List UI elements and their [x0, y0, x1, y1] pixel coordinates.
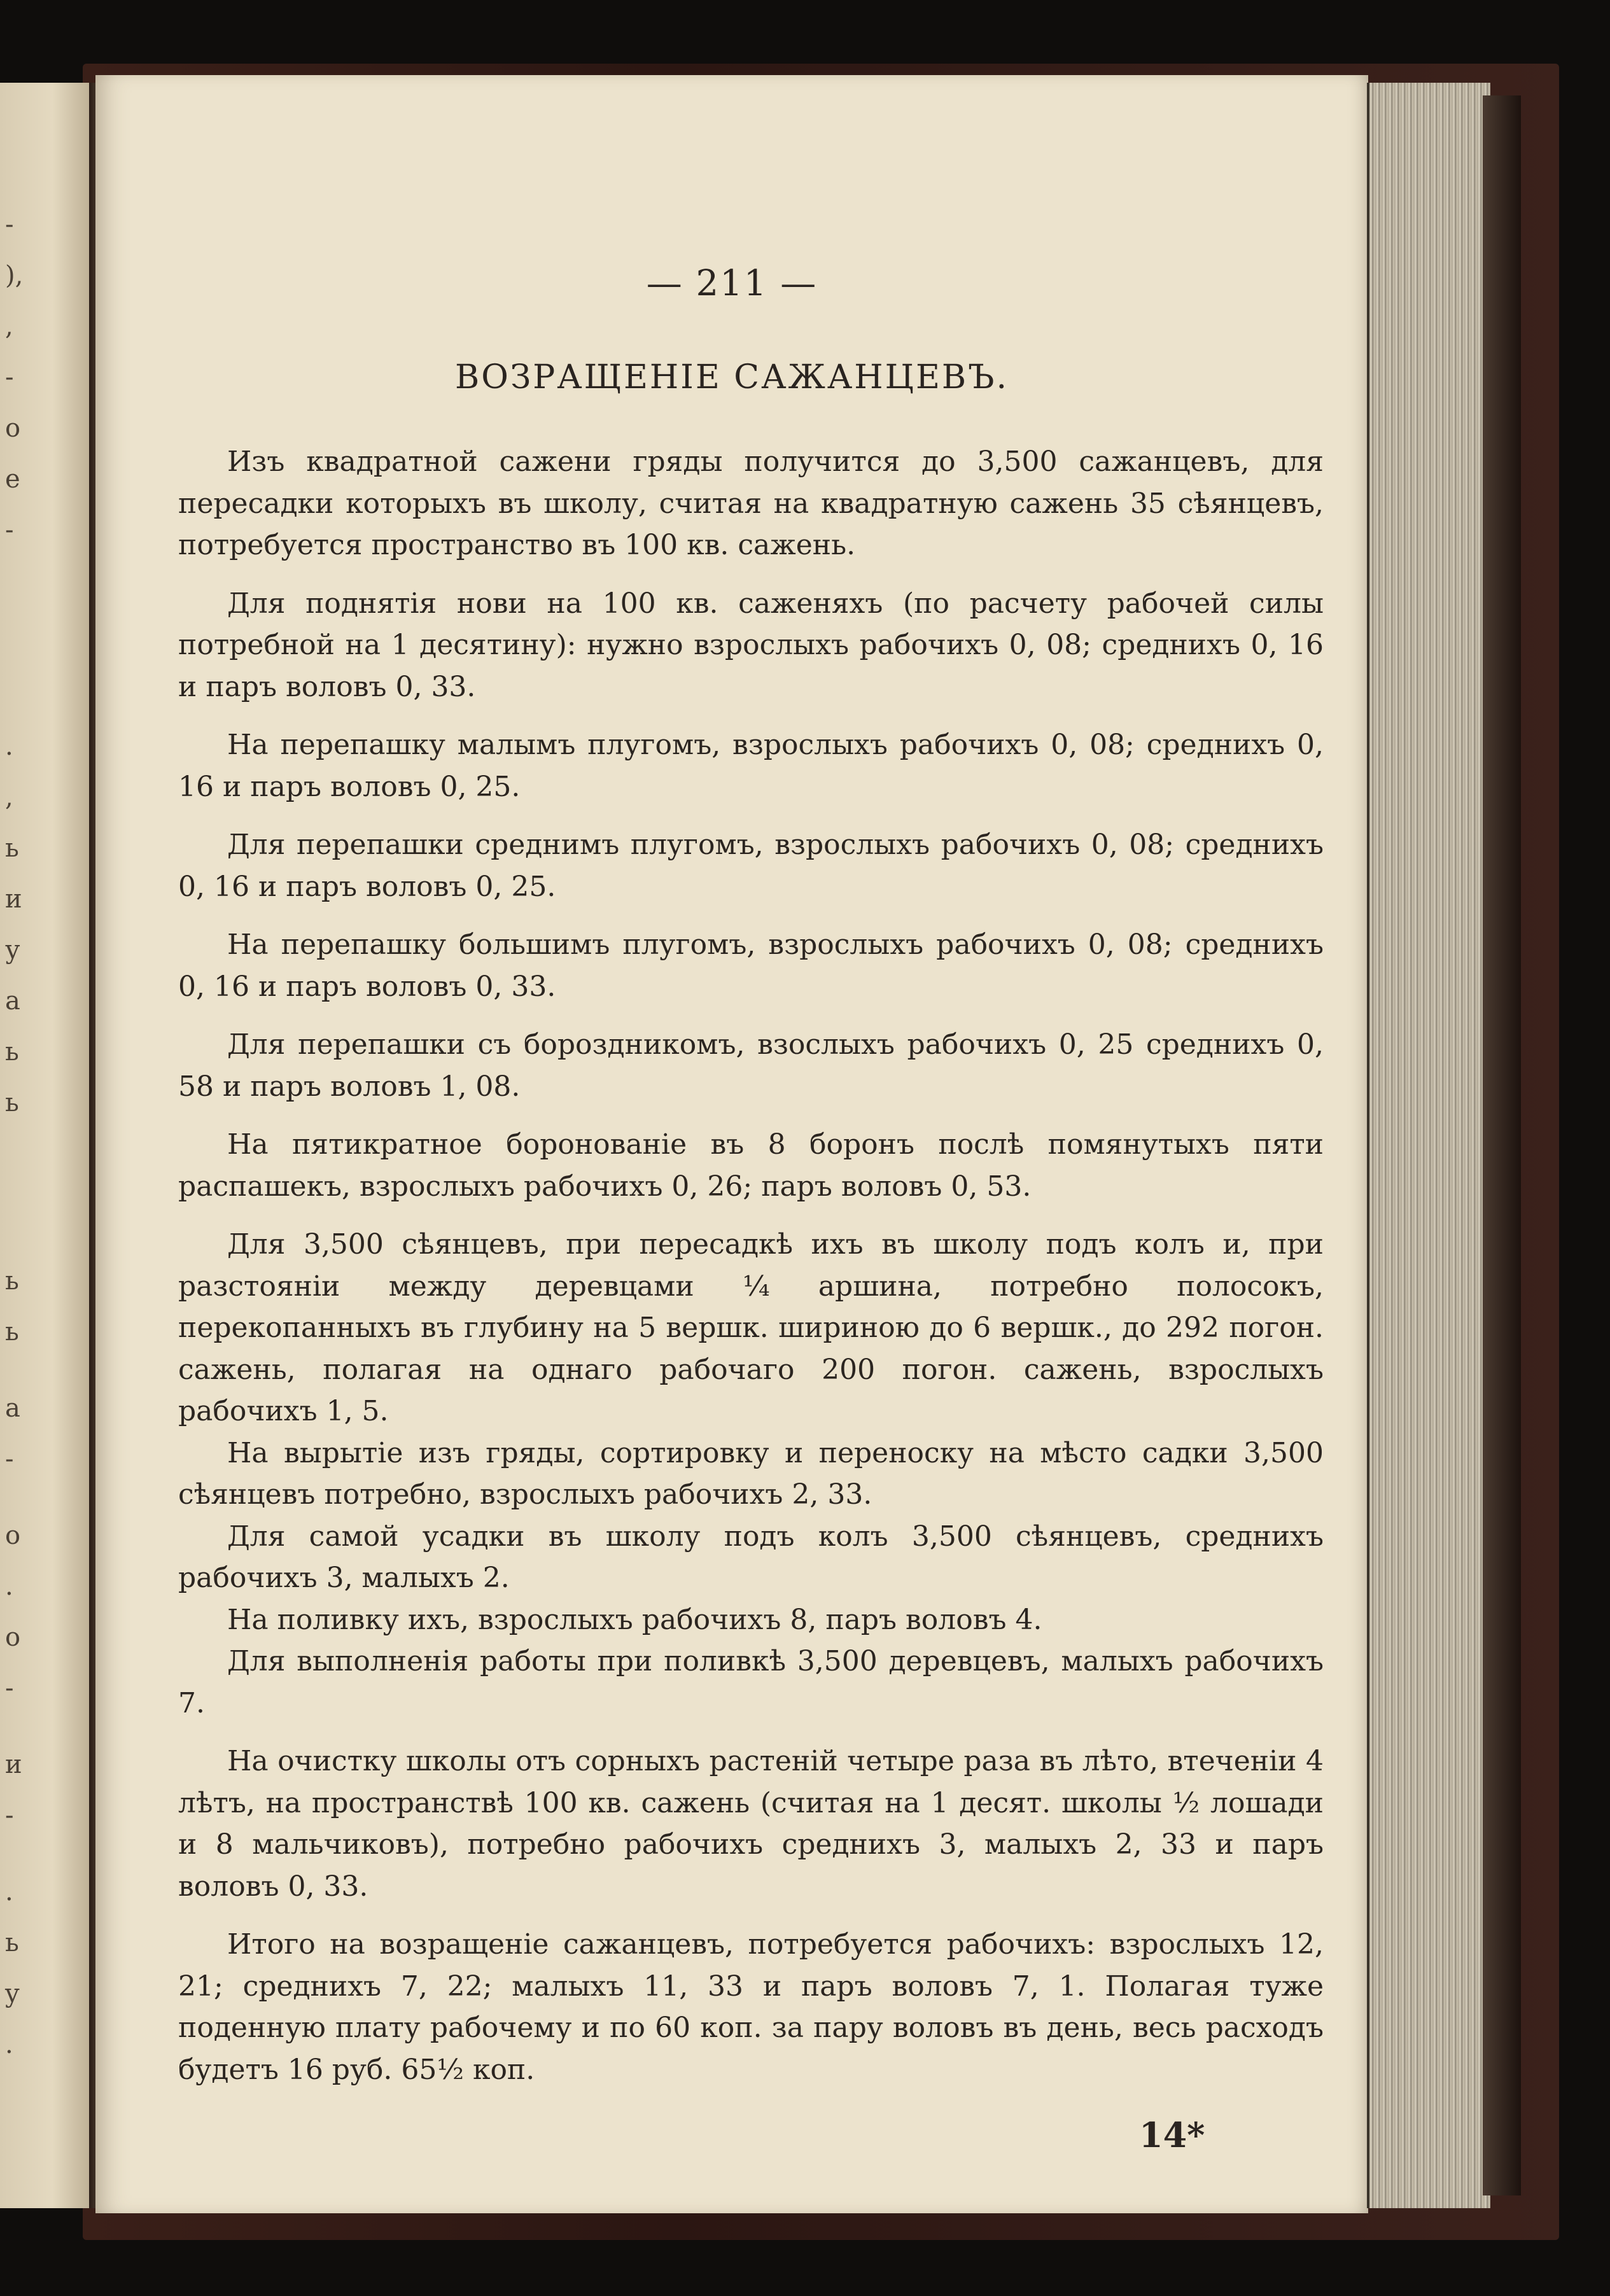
previous-page-fragment: , — [5, 783, 13, 812]
paragraph: На пятикратное боронованіе въ 8 боронъ послѣ помянутыхъ пяти распашекъ, взрослыхъ рабочихъ 0, 26; паръ воловъ 0, 53. — [178, 1128, 1324, 1203]
paragraph: На поливку ихъ, взрослыхъ рабочихъ 8, паръ воловъ 4. — [227, 1603, 1042, 1636]
page-number: — 211 — — [646, 263, 818, 304]
paragraph: Для поднятія нови на 100 кв. саженяхъ (по расчету рабочей силы потребной на 1 десятину): нужно взрослыхъ рабочихъ 0, 08; среднихъ 0, 16 и паръ воловъ 0, 33. — [178, 587, 1324, 703]
previous-page-fragment: ), — [5, 261, 24, 290]
previous-page-fragment: - — [5, 1445, 14, 1474]
previous-page-fragment: . — [5, 732, 13, 761]
previous-page-fragment: o — [5, 414, 21, 443]
previous-page-fragment: . — [5, 2030, 13, 2059]
previous-page-fragment: - — [5, 515, 14, 545]
paragraph: На перепашку большимъ плугомъ, взрослыхъ рабочихъ 0, 08; среднихъ 0, 16 и паръ воловъ 0, 33. — [178, 928, 1324, 1003]
previous-page-fragment: ь — [5, 1266, 19, 1296]
page-stack-edge — [1367, 83, 1490, 2208]
paragraph: Изъ квадратной сажени гряды получится до 3,500 сажанцевъ, для пересадки которыхъ въ школу, считая на квадратную сажень 35 сѣянцевъ, потребуется пространство въ 100 кв. сажень. — [178, 445, 1324, 561]
previous-page-fragment: ь — [5, 1317, 19, 1347]
previous-page-fragment: . — [5, 1572, 13, 1601]
previous-page-fragment: a — [5, 986, 20, 1016]
previous-page-fragment: o — [5, 1521, 21, 1550]
previous-page-fragment: o — [5, 1623, 21, 1652]
paragraph: Для выполненія работы при поливкѣ 3,500 деревцевъ, малыхъ рабочихъ 7. — [178, 1645, 1324, 1719]
previous-page-fragment: и — [5, 885, 22, 914]
paragraph: На очистку школы отъ сорныхъ растеній четыре раза въ лѣто, втеченіи 4 лѣтъ, на пространствѣ 100 кв. сажень (считая на 1 десят. школы ½ лошади и 8 мальчиковъ), потребно рабочихъ среднихъ 3, малыхъ 2, 33 и паръ воловъ 0, 33. — [178, 1745, 1324, 1903]
binding-shadow — [1483, 95, 1521, 2195]
previous-page-fragment: e — [5, 465, 20, 494]
previous-page-fragment: y — [5, 1979, 20, 2008]
signature-mark: 14* — [1139, 2115, 1205, 2155]
previous-page-fragment: a — [5, 1394, 20, 1423]
paragraph: Для перепашки среднимъ плугомъ, взрослыхъ рабочихъ 0, 08; среднихъ 0, 16 и паръ воловъ 0, 25. — [178, 829, 1324, 903]
paragraph: Для самой усадки въ школу подъ колъ 3,500 сѣянцевъ, среднихъ рабочихъ 3, малыхъ 2. — [178, 1520, 1324, 1594]
previous-page-fragment: ь — [5, 1037, 19, 1067]
previous-page-fragment: и — [5, 1750, 22, 1779]
paragraph: На вырытіе изъ гряды, сортировку и переноску на мѣсто садки 3,500 сѣянцевъ потребно, взрослыхъ рабочихъ 2, 33. — [178, 1436, 1324, 1511]
previous-page-fragment: . — [5, 1877, 13, 1907]
previous-page-fragment: , — [5, 312, 13, 341]
previous-page-fragment: ь — [5, 834, 19, 863]
paragraph: Для перепашки съ бороздникомъ, взослыхъ рабочихъ 0, 25 среднихъ 0, 58 и паръ воловъ 1, 08. — [178, 1028, 1324, 1103]
paragraph: Итого на возращеніе сажанцевъ, потребуется рабочихъ: взрослыхъ 12, 21; среднихъ 7, 22; малыхъ 11, 33 и паръ воловъ 7, 1. Полагая туже поденную плату рабочему и по 60 коп. за пару воловъ въ день, весь расходъ будетъ 16 руб. 65½ коп. — [178, 1928, 1324, 2086]
body-text — [178, 441, 1324, 2107]
page — [95, 75, 1368, 2213]
section-heading: ВОЗРАЩЕНІЕ САЖАНЦЕВЪ. — [455, 358, 1009, 396]
paragraph: На перепашку малымъ плугомъ, взрослыхъ рабочихъ 0, 08; среднихъ 0, 16 и паръ воловъ 0, 25. — [178, 729, 1324, 803]
previous-page-fragment: - — [5, 1801, 14, 1830]
previous-page-fragment: - — [5, 1674, 14, 1703]
paragraph: Для 3,500 сѣянцевъ, при пересадкѣ ихъ въ школу подъ колъ и, при разстояніи между деревцами ¼ аршина, потребно полосокъ, перекопанныхъ въ глубину на 5 вершк. шириною до 6 вершк., до 292 погон. сажень, полагая на однаго рабочаго 200 погон. сажень, взрослыхъ рабочихъ 1, 5. — [178, 1228, 1324, 1427]
previous-page-fragment: - — [5, 210, 14, 239]
previous-page-fragment: ь — [5, 1928, 19, 1957]
previous-page-fragment: - — [5, 363, 14, 392]
previous-page-fragment: у — [5, 935, 20, 965]
previous-page-fragment: ь — [5, 1088, 19, 1117]
previous-page-edge — [0, 83, 95, 2208]
